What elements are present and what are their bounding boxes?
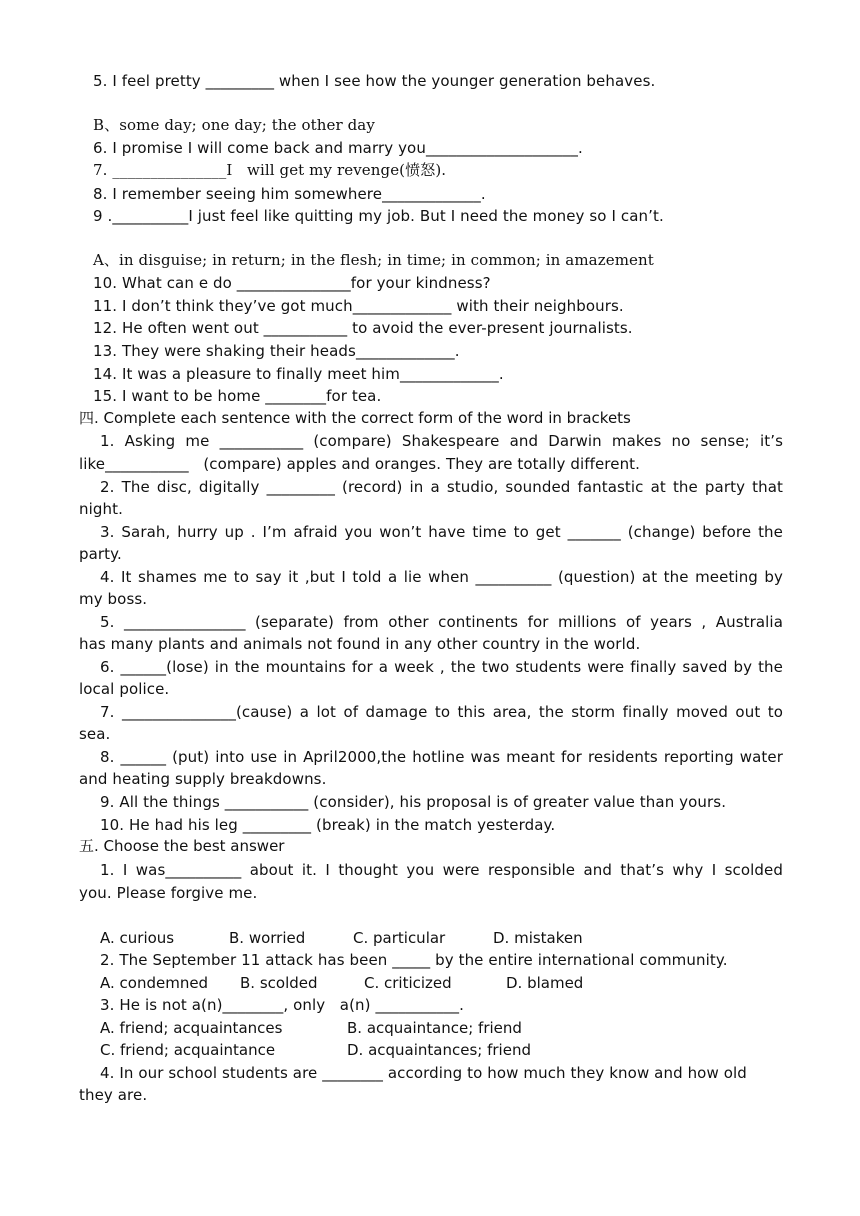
s4-q4-line1: 4. It shames me to say it ,but I told a lie when __________ (question) at the meeting by [100, 568, 783, 586]
item-7: 7. _______________I will get my revenge(愤怒). [93, 161, 447, 179]
section-5-title: . Choose the best answer [94, 837, 285, 855]
s4-q6-line1: 6. ______(lose) in the mountains for a week , the two students were finally saved by the [100, 658, 783, 676]
s5-q3-option-b: B. acquaintance; friend [347, 1019, 522, 1037]
s5-q3: 3. He is not a(n)________, only a(n) ___________. [100, 996, 464, 1014]
item-11: 11. I don’t think they’ve got much_____________ with their neighbours. [93, 297, 624, 315]
section-4-title: . Complete each sentence with the correct form of the word in brackets [94, 409, 631, 427]
s5-q3-option-c: C. friend; acquaintance [100, 1041, 276, 1059]
s4-q6-line2: local police. [79, 680, 170, 698]
s5-q4-line1: 4. In our school students are ________ according to how much they know and how old [100, 1064, 747, 1082]
s5-q2: 2. The September 11 attack has been _____ by the entire international community. [100, 951, 728, 969]
s4-q3-line2: party. [79, 545, 122, 563]
item-10: 10. What can e do _______________for your kindness? [93, 274, 491, 292]
s5-q1-option-c: C. particular [353, 929, 446, 947]
s5-q2-option-c: C. criticized [364, 974, 452, 992]
item-5: 5. I feel pretty _________ when I see how the younger generation behaves. [93, 72, 656, 90]
s5-q3-option-d: D. acquaintances; friend [347, 1041, 531, 1059]
s5-q2-option-b: B. scolded [240, 974, 318, 992]
item-14: 14. It was a pleasure to finally meet him_____________. [93, 365, 504, 383]
s4-q4-line2: my boss. [79, 590, 148, 608]
section-4-number: 四 [79, 409, 95, 427]
s4-q7-line2: sea. [79, 725, 111, 743]
s4-q10: 10. He had his leg _________ (break) in the match yesterday. [100, 816, 556, 834]
s4-q5-line1: 5. ________________ (separate) from other continents for millions of years , Australia [100, 613, 783, 631]
s4-q2-line1: 2. The disc, digitally _________ (record) in a studio, sounded fantastic at the party that [100, 478, 783, 496]
item-9: 9 .__________I just feel like quitting my job. But I need the money so I can’t. [93, 207, 664, 225]
s4-q1-line2: like___________ (compare) apples and oranges. They are totally different. [79, 455, 641, 473]
item-8: 8. I remember seeing him somewhere_____________. [93, 185, 486, 203]
s5-q1-option-a: A. curious [100, 929, 175, 947]
s4-q2-line2: night. [79, 500, 123, 518]
s5-q4-line2: they are. [79, 1086, 148, 1104]
s5-q1-option-b: B. worried [229, 929, 306, 947]
s5-q3-option-a: A. friend; acquaintances [100, 1019, 283, 1037]
s5-q2-option-a: A. condemned [100, 974, 209, 992]
s5-q1-line2: you. Please forgive me. [79, 884, 258, 902]
s4-q5-line2: has many plants and animals not found in any other country in the world. [79, 635, 641, 653]
s4-q3-line1: 3. Sarah, hurry up . I’m afraid you won’t have time to get _______ (change) before the [100, 523, 783, 541]
s4-q1-line1: 1. Asking me ___________ (compare) Shakespeare and Darwin makes no sense; it’s [100, 432, 783, 450]
s4-q8-line1: 8. ______ (put) into use in April2000,the hotline was meant for residents reporting water [100, 748, 783, 766]
item-12: 12. He often went out ___________ to avoid the ever-present journalists. [93, 319, 633, 337]
word-group-b: B、some day; one day; the other day [93, 116, 375, 134]
item-13: 13. They were shaking their heads_____________. [93, 342, 460, 360]
s4-q7-line1: 7. _______________(cause) a lot of damage to this area, the storm finally moved out to [100, 703, 783, 721]
s5-q2-option-d: D. blamed [506, 974, 584, 992]
s4-q8-line2: and heating supply breakdowns. [79, 770, 327, 788]
section-5-heading [79, 835, 284, 857]
item-15: 15. I want to be home ________for tea. [93, 387, 382, 405]
item-6: 6. I promise I will come back and marry you____________________. [93, 139, 583, 157]
s4-q9: 9. All the things ___________ (consider), his proposal is of greater value than yours. [100, 793, 727, 811]
s5-q1-line1: 1. I was__________ about it. I thought you were responsible and that’s why I scolded [100, 861, 783, 879]
section-5-number: 五 [79, 837, 95, 855]
s5-q1-option-d: D. mistaken [493, 929, 583, 947]
section-4-heading [79, 407, 631, 429]
word-group-a: A、in disguise; in return; in the flesh; in time; in common; in amazement [93, 251, 654, 269]
